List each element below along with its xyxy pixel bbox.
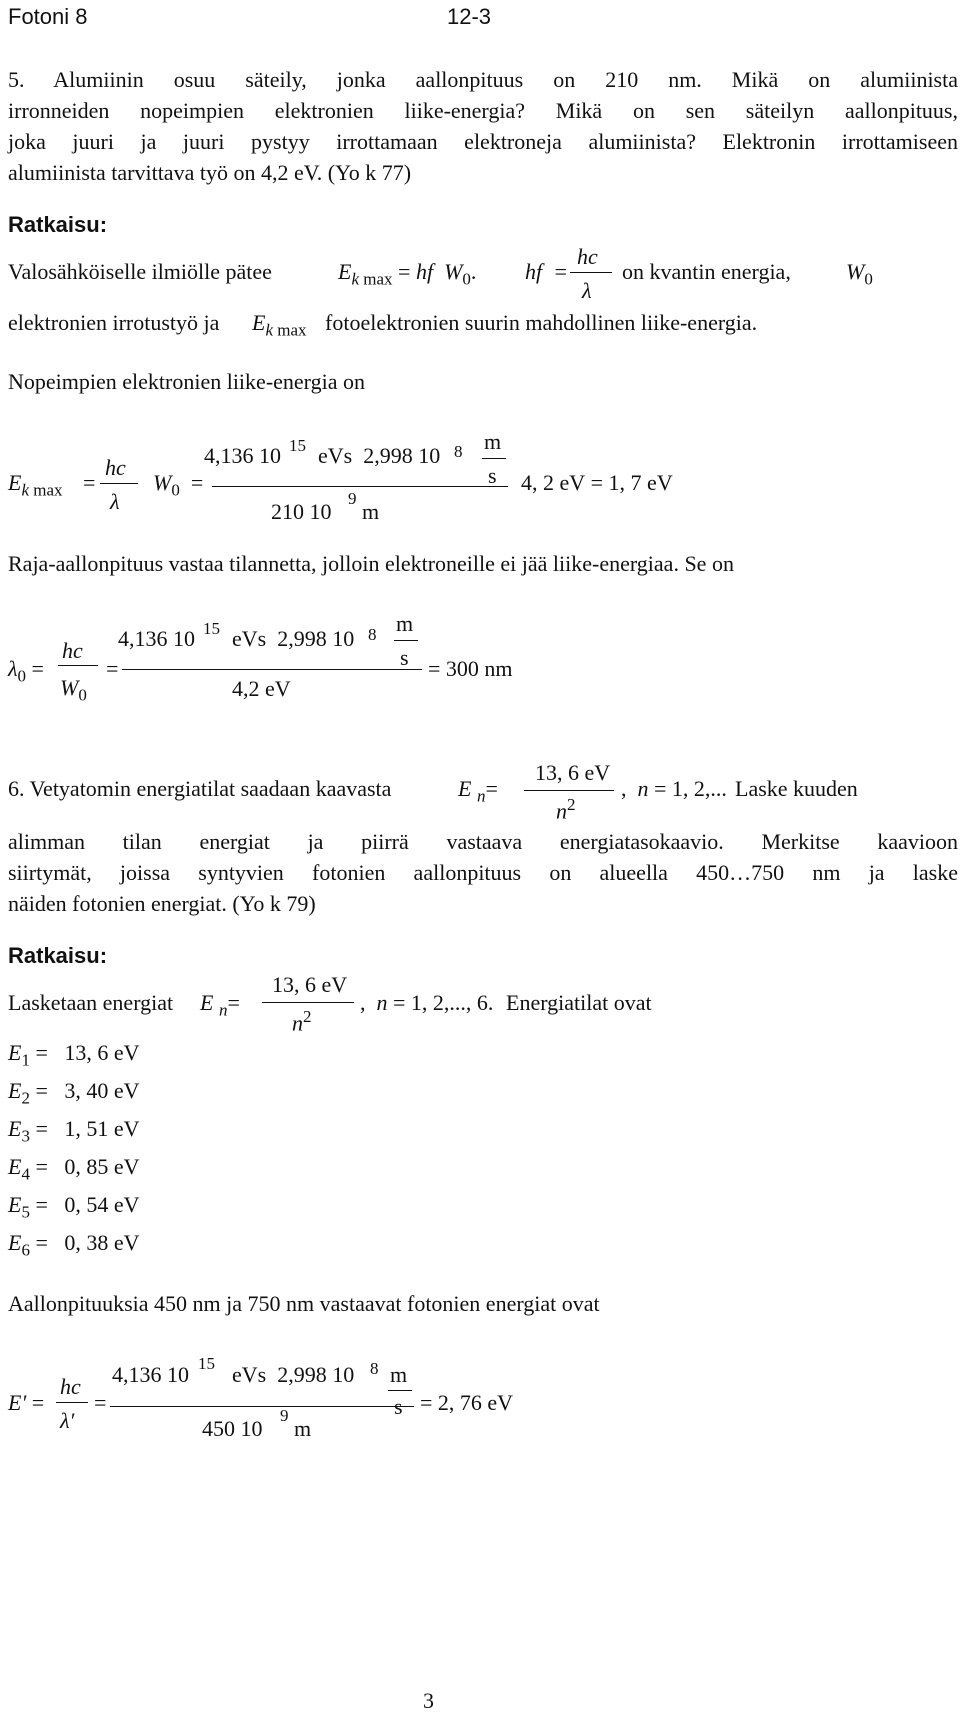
explanation-line-2-start: elektronien irrotustyö ja — [8, 310, 220, 335]
problem-6-line: siirtymät, joissa syntyvien fotonien aallonpituus on alueella 450…750 nm ja laske — [8, 860, 958, 885]
energy-level-item: $E_1 = 13$, 6 eV — [8, 1040, 140, 1070]
problem-6-line: alimman tilan energiat ja piirrä vastaava energiatasokaavio. Merkitse kaavioon — [8, 829, 958, 854]
problem-5-line: joka juuri ja juuri pystyy irrottamaan elektroneja alumiinista? Elektronin irrottamiseen — [8, 129, 958, 154]
energy-level-item: $E_4 = 0$, 85 eV — [8, 1154, 140, 1184]
energy-levels-intro: Energiatilat ovat — [506, 990, 652, 1015]
fraction-numerator: hc — [577, 244, 598, 269]
calculate-energies-text: Lasketaan energiat — [8, 990, 174, 1015]
energy-level-item: $E_3 = 1$, 51 eV — [8, 1116, 140, 1146]
energy-level-formula: E $_n$= — [458, 776, 498, 806]
explanation-line-2-end: fotoelektronien suurin mahdollinen liike-energia. — [325, 310, 758, 335]
page-number: 3 — [423, 1688, 434, 1713]
solution-heading: Ratkaisu: — [8, 943, 108, 968]
photoelectric-intro: Valosähköiselle ilmiölle pätee — [8, 259, 272, 284]
problem-6-line-1: 6. Vetyatomin energiatilat saadaan kaavasta — [8, 776, 392, 801]
energy-level-item: $E_6 = 0$, 38 eV — [8, 1230, 140, 1260]
problem-6-line: näiden fotonien energiat. (Yo k 79) — [8, 891, 316, 916]
fraction-denominator: λ — [582, 278, 592, 303]
problem-5-line: irronneiden nopeimpien elektronien liike-energia? Mikä on sen säteilyn aallonpituus, — [8, 98, 958, 123]
solution-heading: Ratkaisu: — [8, 212, 108, 237]
energy-level-item: $E_5 = 0$, 54 eV — [8, 1192, 140, 1222]
kinetic-energy-symbol: $E_k$ $_{max}$ — [252, 310, 307, 340]
energy-level-item: $E_2 = 3$, 40 eV — [8, 1078, 140, 1108]
work-function-symbol: $W_0$ — [846, 259, 873, 289]
header-title: Fotoni 8 — [8, 4, 88, 29]
photoelectric-explanation: on kvantin energia, — [622, 259, 791, 284]
problem-5-line: alumiinista tarvittava työ on 4,2 eV. (Yo k 77) — [8, 160, 412, 185]
threshold-wavelength-text: Raja-aallonpituus vastaa tilannetta, jolloin elektroneille ei jää liike-energiaa. Se on — [8, 551, 734, 576]
problem-6-line-1-end: Laske kuuden — [735, 776, 858, 801]
fastest-electrons-text: Nopeimpien elektronien liike-energia on — [8, 369, 365, 394]
photoelectric-equation: $E_k$ $_{max}$ = hf $W_0$. — [338, 259, 477, 289]
fraction-bar — [570, 272, 612, 273]
photon-energies-text: Aallonpituuksia 450 nm ja 750 nm vastaavat fotonien energiat ovat — [8, 1291, 600, 1316]
header-page-code: 12-3 — [447, 4, 492, 29]
photon-energy-symbol: hf = — [525, 259, 568, 284]
problem-5-line: 5. Alumiinin osuu säteily, jonka aallonpituus on 210 nm. Mikä on alumiinista — [8, 67, 958, 92]
